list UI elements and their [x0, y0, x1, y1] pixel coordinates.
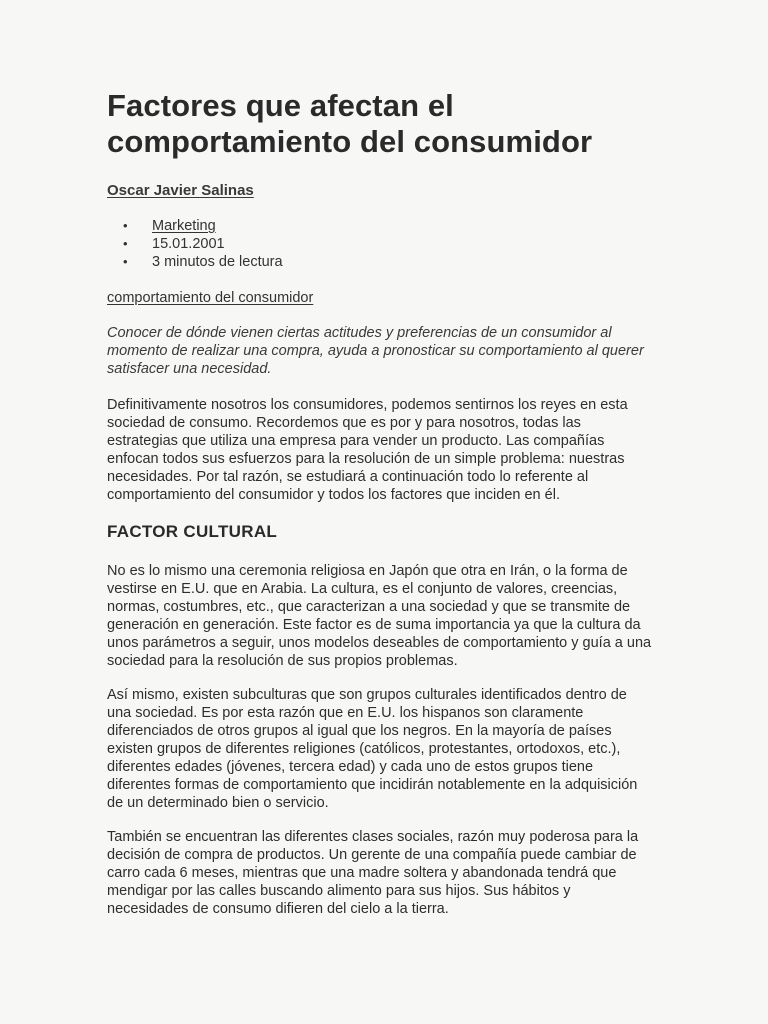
article-lead: Conocer de dónde vienen ciertas actitudes y preferencias de un consumidor al momento de realizar una compra, ayuda a pronosticar su comportamiento al querer satisfacer una necesidad. — [107, 325, 644, 377]
meta-reading-time-item — [107, 253, 668, 271]
bullet-icon: • — [123, 254, 128, 269]
publish-date: 15.01.2001 — [152, 236, 225, 252]
section-heading: FACTOR CULTURAL — [107, 522, 278, 541]
bullet-icon: • — [123, 218, 128, 233]
body-paragraph: Así mismo, existen subculturas que son grupos culturales identificados dentro de una sociedad. Es por esta razón que en E.U. los hispanos son claramente diferenciados de otros grupos al igual que los negros. En la mayoría de países existen grupos de diferentes religiones (católicos, protestantes, ortodoxos, etc.), diferentes edades (jóvenes, tercera edad) y cada uno de estos grupos tiene diferentes formas de comportamiento que incidirán notablemente en la adquisición de un determinado bien o servicio. — [107, 687, 638, 811]
article-meta-list — [107, 217, 668, 271]
body-paragraph: También se encuentran las diferentes clases sociales, razón muy poderosa para la decisión de compra de productos. Un gerente de una compañía puede cambiar de carro cada 6 meses, mientras que una madre soltera y abandonada tendrá que mendigar por las calles buscando alimento para sus hijos. Sus hábitos y necesidades de consumo difieren del cielo a la tierra. — [107, 829, 639, 917]
meta-category-item — [107, 217, 668, 235]
bullet-icon: • — [123, 236, 128, 251]
category-link[interactable]: Marketing — [152, 218, 216, 234]
body-paragraph: No es lo mismo una ceremonia religiosa en Japón que otra en Irán, o la forma de vestirse en E.U. que en Arabia. La cultura, es el conjunto de valores, creencias, normas, costumbres, etc., que caracterizan a una sociedad y que se transmite de generación en generación. Este factor es de suma importancia ya que la cultura da unos parámetros a seguir, unos modelos deseables de comportamiento y guía a una sociedad para la resolución de sus propios problemas. — [107, 563, 652, 669]
intro-paragraph: Definitivamente nosotros los consumidores, podemos sentirnos los reyes en esta sociedad de consumo. Recordemos que es por y para nosotros, todas las estrategias que utiliza una empresa para vender un producto. Las compañías enfocan todos sus esfuerzos para la resolución de un simple problema: nuestras necesidades. Por tal razón, se estudiará a continuación todo lo referente al comportamiento del consumidor y todos los factores que inciden en él. — [107, 397, 628, 503]
author-link[interactable]: Oscar Javier Salinas — [107, 182, 254, 199]
reading-time: 3 minutos de lectura — [152, 254, 283, 270]
article-title: Factores que afectan el comportamiento del consumidor — [107, 88, 593, 159]
topic-tag-link[interactable]: comportamiento del consumidor — [107, 290, 314, 306]
meta-date-item — [107, 235, 668, 253]
